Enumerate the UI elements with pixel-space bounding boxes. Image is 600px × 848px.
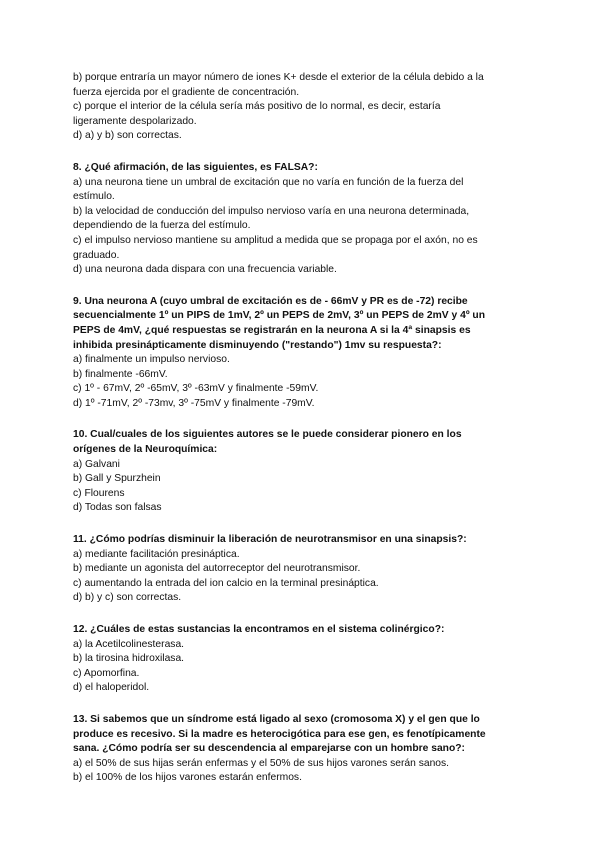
option-text: b) mediante un agonista del autorreceptor del neurotransmisor. bbox=[73, 563, 361, 575]
option-text: fuerza ejercida por el gradiente de concentración. bbox=[73, 86, 300, 98]
option-text: d) 1º -71mV, 2º -73mv, 3º -75mV y finalmente -79mV. bbox=[73, 397, 315, 409]
option-text: b) la velocidad de conducción del impulso nervioso varía en una neurona determinada, bbox=[73, 205, 470, 217]
question-title: 11. ¿Cómo podrías disminuir la liberación de neurotransmisor en una sinapsis?: bbox=[73, 534, 467, 546]
option-text: b) Gall y Spurzhein bbox=[73, 473, 161, 485]
question-title: inhibida presinápticamente disminuyendo ("restando") 1mv su respuesta?: bbox=[73, 339, 442, 351]
previous-question-continuation bbox=[73, 71, 531, 144]
option-text: d) una neurona dada dispara con una frecuencia variable. bbox=[73, 264, 337, 276]
option-text: b) finalmente -66mV. bbox=[73, 368, 168, 380]
question-title: 8. ¿Qué afirmación, de las siguientes, es FALSA?: bbox=[73, 161, 318, 173]
option-text: c) aumentando la entrada del ion calcio en la terminal presináptica. bbox=[73, 577, 379, 589]
question-title: 9. Una neurona A (cuyo umbral de excitación es de - 66mV y PR es de -72) recibe bbox=[73, 295, 468, 307]
question-title: 10. Cual/cuales de los siguientes autores se le puede considerar pionero en los bbox=[73, 429, 462, 441]
option-text: a) finalmente un impulso nervioso. bbox=[73, 354, 230, 366]
option-text: a) Galvani bbox=[73, 458, 120, 470]
option-text: a) el 50% de sus hijas serán enfermas y el 50% de sus hijos varones serán sanos. bbox=[73, 757, 450, 769]
question-11 bbox=[73, 533, 531, 606]
option-text: b) el 100% de los hijos varones estarán enfermos. bbox=[73, 772, 302, 784]
option-text: c) Apomorfina. bbox=[73, 667, 140, 679]
option-text: ligeramente despolarizado. bbox=[73, 115, 197, 127]
option-text: d) el haloperidol. bbox=[73, 682, 150, 694]
question-10 bbox=[73, 428, 531, 516]
document-content bbox=[73, 71, 531, 803]
question-title: produce es recesivo. Si la madre es heterocigótica para ese gen, es fenotípicamente bbox=[73, 728, 486, 740]
option-text: a) mediante facilitación presináptica. bbox=[73, 548, 240, 560]
question-title: 13. Si sabemos que un síndrome está ligado al sexo (cromosoma X) y el gen que lo bbox=[73, 713, 480, 725]
question-title: sana. ¿Cómo podría ser su descendencia al emparejarse con un hombre sano?: bbox=[73, 743, 465, 755]
option-text: d) a) y b) son correctas. bbox=[73, 130, 182, 142]
question-8 bbox=[73, 161, 531, 278]
question-13 bbox=[73, 713, 531, 786]
question-title: PEPS de 4mV, ¿qué respuestas se registrarán en la neurona A si la 4ª sinapsis es bbox=[73, 324, 471, 336]
option-text: c) porque el interior de la célula sería más positivo de lo normal, es decir, estaría bbox=[73, 101, 441, 113]
question-title: secuencialmente 1º un PIPS de 1mV, 2º un PEPS de 2mV, 3º un PEPS de 2mV y 4º un bbox=[73, 310, 486, 322]
question-9 bbox=[73, 295, 531, 412]
question-title: orígenes de la Neuroquímica: bbox=[73, 444, 218, 456]
option-text: c) 1º - 67mV, 2º -65mV, 3º -63mV y finalmente -59mV. bbox=[73, 383, 319, 395]
option-text: dependiendo de la fuerza del estímulo. bbox=[73, 220, 251, 232]
option-text: graduado. bbox=[73, 249, 120, 261]
option-text: b) la tirosina hidroxilasa. bbox=[73, 653, 185, 665]
option-text: a) una neurona tiene un umbral de excitación que no varía en función de la fuerza del bbox=[73, 176, 464, 188]
option-text: c) Flourens bbox=[73, 487, 125, 499]
option-text: d) b) y c) son correctas. bbox=[73, 592, 182, 604]
option-text: estímulo. bbox=[73, 191, 115, 203]
option-text: c) el impulso nervioso mantiene su amplitud a medida que se propaga por el axón, no es bbox=[73, 234, 478, 246]
option-text: d) Todas son falsas bbox=[73, 502, 162, 514]
option-text: b) porque entraría un mayor número de iones K+ desde el exterior de la célula debido a la bbox=[73, 72, 484, 83]
option-text: a) la Acetilcolinesterasa. bbox=[73, 638, 185, 650]
question-12 bbox=[73, 623, 531, 696]
question-title: 12. ¿Cuáles de estas sustancias la encontramos en el sistema colinérgico?: bbox=[73, 624, 445, 635]
